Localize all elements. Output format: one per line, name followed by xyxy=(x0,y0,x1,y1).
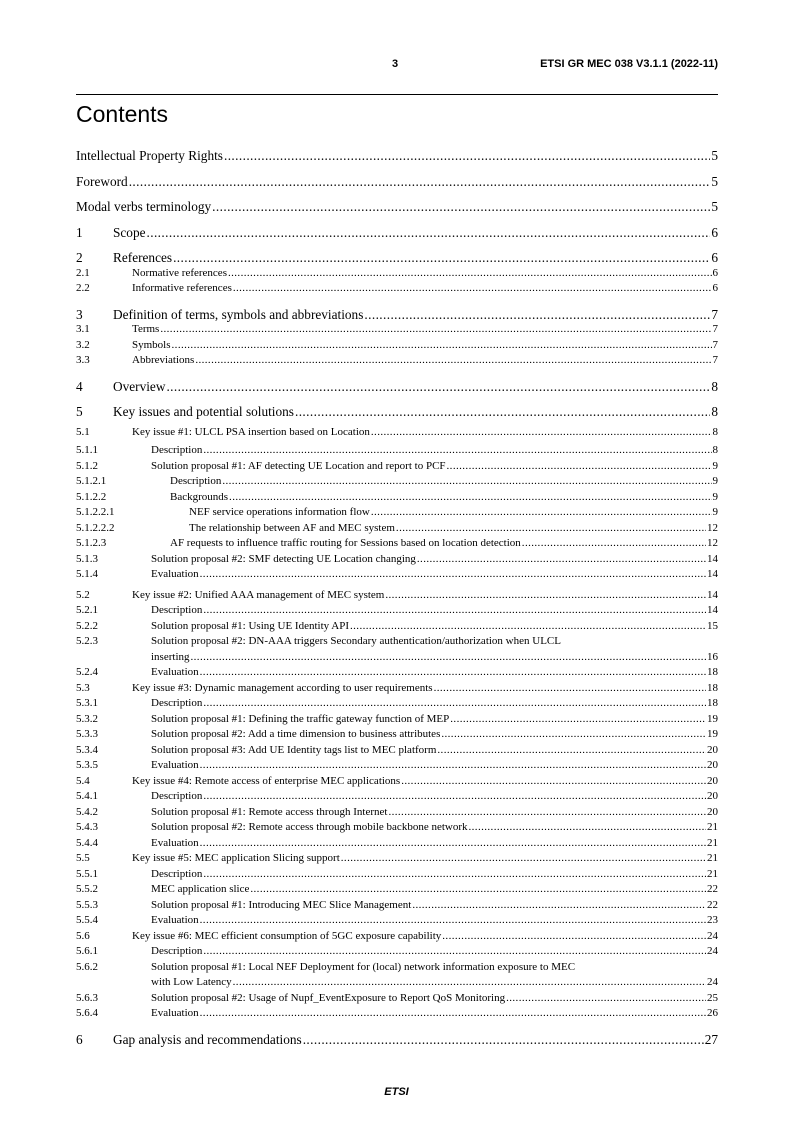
toc-entry-page: 8 xyxy=(711,404,718,419)
toc-entry-page: 12 xyxy=(707,521,718,534)
toc-entry-title: Modal verbs terminology xyxy=(76,199,212,214)
dot-leader xyxy=(195,353,711,369)
toc-entry-page: 21 xyxy=(707,852,718,864)
toc-entry-title: Description xyxy=(151,790,203,802)
toc-entry[interactable] xyxy=(76,307,718,323)
toc-entry-page: 7 xyxy=(712,354,718,366)
toc-entry-title: Foreword xyxy=(76,173,128,189)
dot-leader xyxy=(200,665,706,681)
dot-leader xyxy=(200,1006,706,1022)
dot-leader xyxy=(203,696,706,712)
toc-entry-number: 5.5.4 xyxy=(76,914,98,926)
dot-leader xyxy=(442,929,706,945)
toc-entry-number: 5.3.3 xyxy=(76,728,98,740)
dot-leader xyxy=(295,404,710,420)
toc-entry-page: 25 xyxy=(707,991,718,1004)
toc-entry[interactable] xyxy=(76,490,718,506)
toc-entry-number: 1 xyxy=(76,224,83,240)
toc-entry-title: Solution proposal #2: Add a time dimension to business attributes xyxy=(151,728,441,740)
toc-entry-title: Solution proposal #1: Defining the traffic gateway function of MEP xyxy=(151,712,450,725)
dot-leader xyxy=(203,789,706,805)
dot-leader xyxy=(396,521,706,537)
toc-entry-page: 18 xyxy=(707,697,718,709)
dot-leader xyxy=(166,379,710,395)
toc-entry-page: 9 xyxy=(712,459,718,472)
toc-entry-number: 2.1 xyxy=(76,266,90,279)
dot-leader xyxy=(303,1032,704,1048)
toc-entry-title: Description xyxy=(170,475,222,487)
dot-leader xyxy=(203,867,706,883)
toc-entry-number: 4 xyxy=(76,378,83,394)
header-rule xyxy=(76,94,718,95)
toc-entry-number: 5.6 xyxy=(76,929,90,942)
toc-entry-page: 14 xyxy=(707,588,718,601)
dot-leader xyxy=(350,619,706,635)
toc-entry[interactable] xyxy=(76,379,718,395)
toc-entry-page: 24 xyxy=(707,976,718,988)
toc-entry-title-continued: with Low Latency xyxy=(151,976,232,988)
toc-entry-title: AF requests to influence traffic routing for Sessions based on location detection xyxy=(170,537,521,549)
dot-leader xyxy=(441,727,706,743)
toc-entry-page: 27 xyxy=(704,1031,718,1047)
toc-entry-title: Description xyxy=(151,604,203,616)
toc-entry-number: 5.1.2.1 xyxy=(76,475,107,487)
dot-leader xyxy=(203,603,706,619)
toc-entry[interactable] xyxy=(76,474,718,490)
toc-entry[interactable] xyxy=(76,505,718,521)
toc-entry-page: 20 xyxy=(707,743,718,756)
dot-leader xyxy=(203,944,706,960)
toc-entry-page: 19 xyxy=(707,712,718,725)
toc-entry[interactable] xyxy=(76,727,718,743)
toc-entry-page: 6 xyxy=(712,282,718,294)
toc-entry-number: 5.6.3 xyxy=(76,991,98,1004)
toc-entry-page: 18 xyxy=(707,681,718,694)
toc-entry-title: Definition of terms, symbols and abbreviations xyxy=(113,306,364,322)
toc-entry-page: 21 xyxy=(707,867,718,880)
dot-leader xyxy=(203,443,711,459)
toc-entry-number: 3 xyxy=(76,306,83,322)
toc-entry[interactable] xyxy=(76,322,718,338)
toc-entry-page: 21 xyxy=(707,821,718,833)
dot-leader xyxy=(212,199,710,215)
toc-entry-number: 5.2.3 xyxy=(76,635,98,647)
toc-entry[interactable] xyxy=(76,712,718,728)
toc-entry-page: 14 xyxy=(707,604,718,616)
toc-entry-number: 5.1.2.2 xyxy=(76,490,107,503)
toc-entry-page: 18 xyxy=(707,666,718,678)
toc-entry-page: 7 xyxy=(711,306,718,322)
toc-entry-number: 3.1 xyxy=(76,323,90,335)
toc-entry-page: 16 xyxy=(707,650,718,663)
dot-leader xyxy=(412,898,706,914)
toc-entry-number: 5.6.4 xyxy=(76,1007,98,1019)
toc-entry-title: Scope xyxy=(113,224,146,240)
toc-entry-number: 5.5.1 xyxy=(76,867,98,880)
toc-entry[interactable] xyxy=(76,1032,718,1048)
toc-entry[interactable] xyxy=(76,867,718,883)
toc-entry-page: 8 xyxy=(712,425,718,438)
toc-entry-page: 22 xyxy=(707,883,718,895)
dot-leader xyxy=(401,774,706,790)
toc-entry-number: 5.6.1 xyxy=(76,945,98,957)
toc-entry[interactable] xyxy=(76,567,718,583)
toc-entry-number: 5.5 xyxy=(76,852,90,864)
page-title: Contents xyxy=(76,101,169,127)
dot-leader xyxy=(229,490,711,506)
toc-entry-title: The relationship between AF and MEC system xyxy=(189,521,395,534)
toc-entry-title: Key issue #6: MEC efficient consumption of 5GC exposure capability xyxy=(132,929,442,942)
dot-leader xyxy=(233,975,706,991)
toc-entry-page: 14 xyxy=(707,552,718,565)
toc-entry-page: 21 xyxy=(707,836,718,849)
toc-entry-title: Evaluation xyxy=(151,1007,199,1019)
toc-entry-number: 5.1.4 xyxy=(76,568,98,580)
toc-entry[interactable] xyxy=(76,174,718,190)
page-number: 3 xyxy=(392,58,399,70)
toc-entry[interactable] xyxy=(76,521,718,537)
toc-entry[interactable] xyxy=(76,805,718,821)
toc-entry-page: 22 xyxy=(707,898,718,911)
toc-entry-title: Key issue #4: Remote access of enterprise MEC applications xyxy=(132,774,401,787)
toc-entry-title: Overview xyxy=(113,378,166,394)
toc-entry-title: Description xyxy=(151,945,203,957)
toc-entry-page: 23 xyxy=(707,914,718,926)
table-of-contents xyxy=(76,148,718,1047)
dot-leader xyxy=(371,425,712,441)
toc-entry-page: 24 xyxy=(707,929,718,942)
toc-entry-page: 24 xyxy=(707,945,718,957)
toc-entry-number: 5.3.4 xyxy=(76,743,98,756)
toc-entry-number: 5.4.2 xyxy=(76,805,98,818)
toc-entry[interactable] xyxy=(76,758,718,774)
dot-leader xyxy=(160,322,711,338)
toc-entry-page: 20 xyxy=(707,774,718,787)
toc-entry-title: Key issue #3: Dynamic management according to user requirements xyxy=(132,681,433,694)
toc-entry[interactable] xyxy=(76,281,718,297)
toc-entry-title: Solution proposal #2: Usage of Nupf_EventExposure to Report QoS Monitoring xyxy=(151,991,506,1004)
toc-entry[interactable] xyxy=(76,603,718,619)
toc-entry-page: 8 xyxy=(711,378,718,394)
toc-entry-title: Solution proposal #2: Remote access through mobile backbone network xyxy=(151,821,468,833)
toc-entry-title: Abbreviations xyxy=(132,354,195,366)
toc-entry-title: Key issue #1: ULCL PSA insertion based on Location xyxy=(132,425,370,438)
dot-leader xyxy=(147,225,711,241)
dot-leader xyxy=(200,567,706,583)
toc-entry[interactable] xyxy=(76,404,718,420)
toc-entry-title: Evaluation xyxy=(151,914,199,926)
toc-entry-title: MEC application slice xyxy=(151,883,250,895)
toc-entry-title: Gap analysis and recommendations xyxy=(113,1031,302,1047)
toc-entry[interactable] xyxy=(76,789,718,805)
toc-entry-page: 7 xyxy=(712,323,718,335)
toc-entry-number: 3.3 xyxy=(76,354,90,366)
dot-leader xyxy=(200,913,706,929)
toc-entry-number: 5.1.2.2.2 xyxy=(76,521,115,534)
toc-entry[interactable] xyxy=(76,353,718,369)
dot-leader xyxy=(173,250,710,266)
toc-entry-number: 5.1 xyxy=(76,425,90,438)
toc-entry-page: 20 xyxy=(707,790,718,802)
toc-entry[interactable] xyxy=(76,199,718,215)
toc-entry[interactable] xyxy=(76,851,718,867)
toc-entry[interactable] xyxy=(76,443,718,459)
toc-entry-title: Backgrounds xyxy=(170,490,229,503)
dot-leader xyxy=(233,281,712,297)
toc-entry-title: Symbols xyxy=(132,338,171,351)
toc-entry[interactable] xyxy=(76,536,718,552)
toc-entry-title: Solution proposal #2: SMF detecting UE Location changing xyxy=(151,552,416,565)
toc-entry-page: 9 xyxy=(712,475,718,487)
toc-entry-number: 5.1.2 xyxy=(76,459,98,472)
dot-leader xyxy=(388,805,706,821)
toc-entry[interactable] xyxy=(76,425,718,441)
dot-leader xyxy=(250,882,706,898)
toc-entry[interactable] xyxy=(76,820,718,836)
dot-leader xyxy=(437,743,706,759)
dot-leader xyxy=(447,459,712,475)
toc-entry-page: 9 xyxy=(712,490,718,503)
dot-leader xyxy=(417,552,706,568)
footer-etsi: ETSI xyxy=(384,1086,409,1098)
toc-entry[interactable] xyxy=(76,1006,718,1022)
toc-entry-number: 5.2.1 xyxy=(76,604,98,616)
toc-entry[interactable] xyxy=(76,266,718,282)
toc-entry[interactable] xyxy=(76,960,718,991)
toc-entry-title: Key issues and potential solutions xyxy=(113,404,294,419)
toc-entry-page: 5 xyxy=(711,173,718,189)
dot-leader xyxy=(469,820,707,836)
toc-entry-number: 5.5.3 xyxy=(76,898,98,911)
toc-entry-page: 5 xyxy=(711,199,718,214)
toc-entry[interactable] xyxy=(76,619,718,635)
toc-entry[interactable] xyxy=(76,882,718,898)
toc-entry-title: Key issue #5: MEC application Slicing support xyxy=(132,852,340,864)
toc-entry[interactable] xyxy=(76,774,718,790)
dot-leader xyxy=(434,681,706,697)
toc-entry-number: 5.1.3 xyxy=(76,552,98,565)
toc-entry-title: Solution proposal #3: Add UE Identity tags list to MEC platform xyxy=(151,743,437,756)
toc-entry-page: 15 xyxy=(707,619,718,632)
toc-entry-number: 5.2 xyxy=(76,588,90,601)
toc-entry-number: 5 xyxy=(76,404,83,419)
toc-entry[interactable] xyxy=(76,588,718,604)
toc-entry-page: 12 xyxy=(707,537,718,549)
toc-entry[interactable] xyxy=(76,836,718,852)
toc-entry-title: Key issue #2: Unified AAA management of MEC system xyxy=(132,588,385,601)
toc-entry-title: Evaluation xyxy=(151,666,199,678)
toc-entry-number: 5.1.2.2.1 xyxy=(76,506,115,518)
toc-entry-page: 9 xyxy=(712,506,718,518)
toc-entry-page: 19 xyxy=(707,728,718,740)
toc-entry-title: Description xyxy=(151,697,203,709)
toc-entry-title: Solution proposal #1: Using UE Identity API xyxy=(151,619,349,632)
toc-entry-number: 3.2 xyxy=(76,338,90,351)
toc-entry[interactable] xyxy=(76,743,718,759)
toc-entry[interactable] xyxy=(76,552,718,568)
toc-entry-number: 5.3.5 xyxy=(76,759,98,771)
toc-entry-page: 6 xyxy=(712,266,718,279)
toc-entry[interactable] xyxy=(76,681,718,697)
toc-entry-number: 2 xyxy=(76,250,83,265)
toc-entry-page: 8 xyxy=(712,444,718,456)
toc-entry[interactable] xyxy=(76,991,718,1007)
toc-entry-number: 5.4 xyxy=(76,774,90,787)
toc-entry-number: 5.4.4 xyxy=(76,836,98,849)
toc-entry-title: Solution proposal #1: Introducing MEC Slice Management xyxy=(151,898,412,911)
toc-entry-title: Evaluation xyxy=(151,759,199,771)
dot-leader xyxy=(172,338,712,354)
dot-leader xyxy=(522,536,706,552)
toc-entry-number: 5.2.4 xyxy=(76,666,98,678)
toc-entry-title: Normative references xyxy=(132,266,227,279)
toc-entry[interactable] xyxy=(76,225,718,241)
dot-leader xyxy=(200,836,706,852)
toc-entry-number: 5.6.2 xyxy=(76,960,98,973)
toc-entry[interactable] xyxy=(76,696,718,712)
toc-entry[interactable] xyxy=(76,944,718,960)
toc-entry-title: Solution proposal #1: AF detecting UE Location and report to PCF xyxy=(151,459,446,472)
toc-entry-page: 6 xyxy=(711,250,718,265)
toc-entry-number: 6 xyxy=(76,1031,83,1047)
toc-entry[interactable] xyxy=(76,250,718,266)
dot-leader xyxy=(191,650,707,666)
dot-leader xyxy=(364,307,710,323)
toc-entry-number: 5.2.2 xyxy=(76,619,98,632)
toc-entry-title: Evaluation xyxy=(151,568,199,580)
toc-entry-number: 5.3.1 xyxy=(76,697,98,709)
dot-leader xyxy=(224,148,710,164)
toc-entry-number: 5.1.2.3 xyxy=(76,537,107,549)
toc-entry[interactable] xyxy=(76,338,718,354)
dot-leader xyxy=(228,266,712,282)
toc-entry[interactable] xyxy=(76,929,718,945)
toc-entry-page: 7 xyxy=(712,338,718,351)
toc-entry[interactable] xyxy=(76,913,718,929)
toc-entry-page: 20 xyxy=(707,759,718,771)
toc-entry-title: Intellectual Property Rights xyxy=(76,148,223,163)
dot-leader xyxy=(200,758,706,774)
toc-entry[interactable] xyxy=(76,148,718,164)
dot-leader xyxy=(222,474,711,490)
toc-entry-title: Description xyxy=(151,867,203,880)
toc-entry-title: Terms xyxy=(132,323,160,335)
document-id: ETSI GR MEC 038 V3.1.1 (2022-11) xyxy=(540,58,718,70)
toc-entry[interactable] xyxy=(76,665,718,681)
toc-entry-number: 5.3.2 xyxy=(76,712,98,725)
toc-entry-number: 5.4.3 xyxy=(76,821,98,833)
dot-leader xyxy=(450,712,706,728)
toc-entry-number: 2.2 xyxy=(76,282,90,294)
toc-entry-title: Solution proposal #2: DN-AAA triggers Secondary authentication/authorization when ULCL xyxy=(151,635,561,647)
toc-entry[interactable] xyxy=(76,898,718,914)
toc-entry-number: 5.5.2 xyxy=(76,883,98,895)
toc-entry-title: Description xyxy=(151,444,203,456)
toc-entry-title: Solution proposal #1: Local NEF Deployment for (local) network information exposure to MEC xyxy=(151,960,576,973)
toc-entry-title: Informative references xyxy=(132,282,232,294)
toc-entry-title: NEF service operations information flow xyxy=(189,506,370,518)
toc-entry-number: 5.1.1 xyxy=(76,444,98,456)
toc-entry-page: 26 xyxy=(707,1007,718,1019)
toc-entry-number: 5.3 xyxy=(76,681,90,694)
dot-leader xyxy=(506,991,706,1007)
toc-entry-number: 5.4.1 xyxy=(76,790,98,802)
toc-entry-page: 5 xyxy=(711,148,718,163)
dot-leader xyxy=(385,588,706,604)
toc-entry-page: 20 xyxy=(707,805,718,818)
dot-leader xyxy=(341,851,706,867)
dot-leader xyxy=(371,505,712,521)
dot-leader xyxy=(129,174,711,190)
toc-entry-title-continued: inserting xyxy=(151,650,190,663)
toc-entry[interactable] xyxy=(76,634,718,665)
toc-entry-title: Evaluation xyxy=(151,836,199,849)
toc-entry[interactable] xyxy=(76,459,718,475)
toc-entry-page: 14 xyxy=(707,568,718,580)
toc-entry-page: 6 xyxy=(711,224,718,240)
toc-entry-title: References xyxy=(113,250,173,265)
toc-entry-title: Solution proposal #1: Remote access through Internet xyxy=(151,805,388,818)
